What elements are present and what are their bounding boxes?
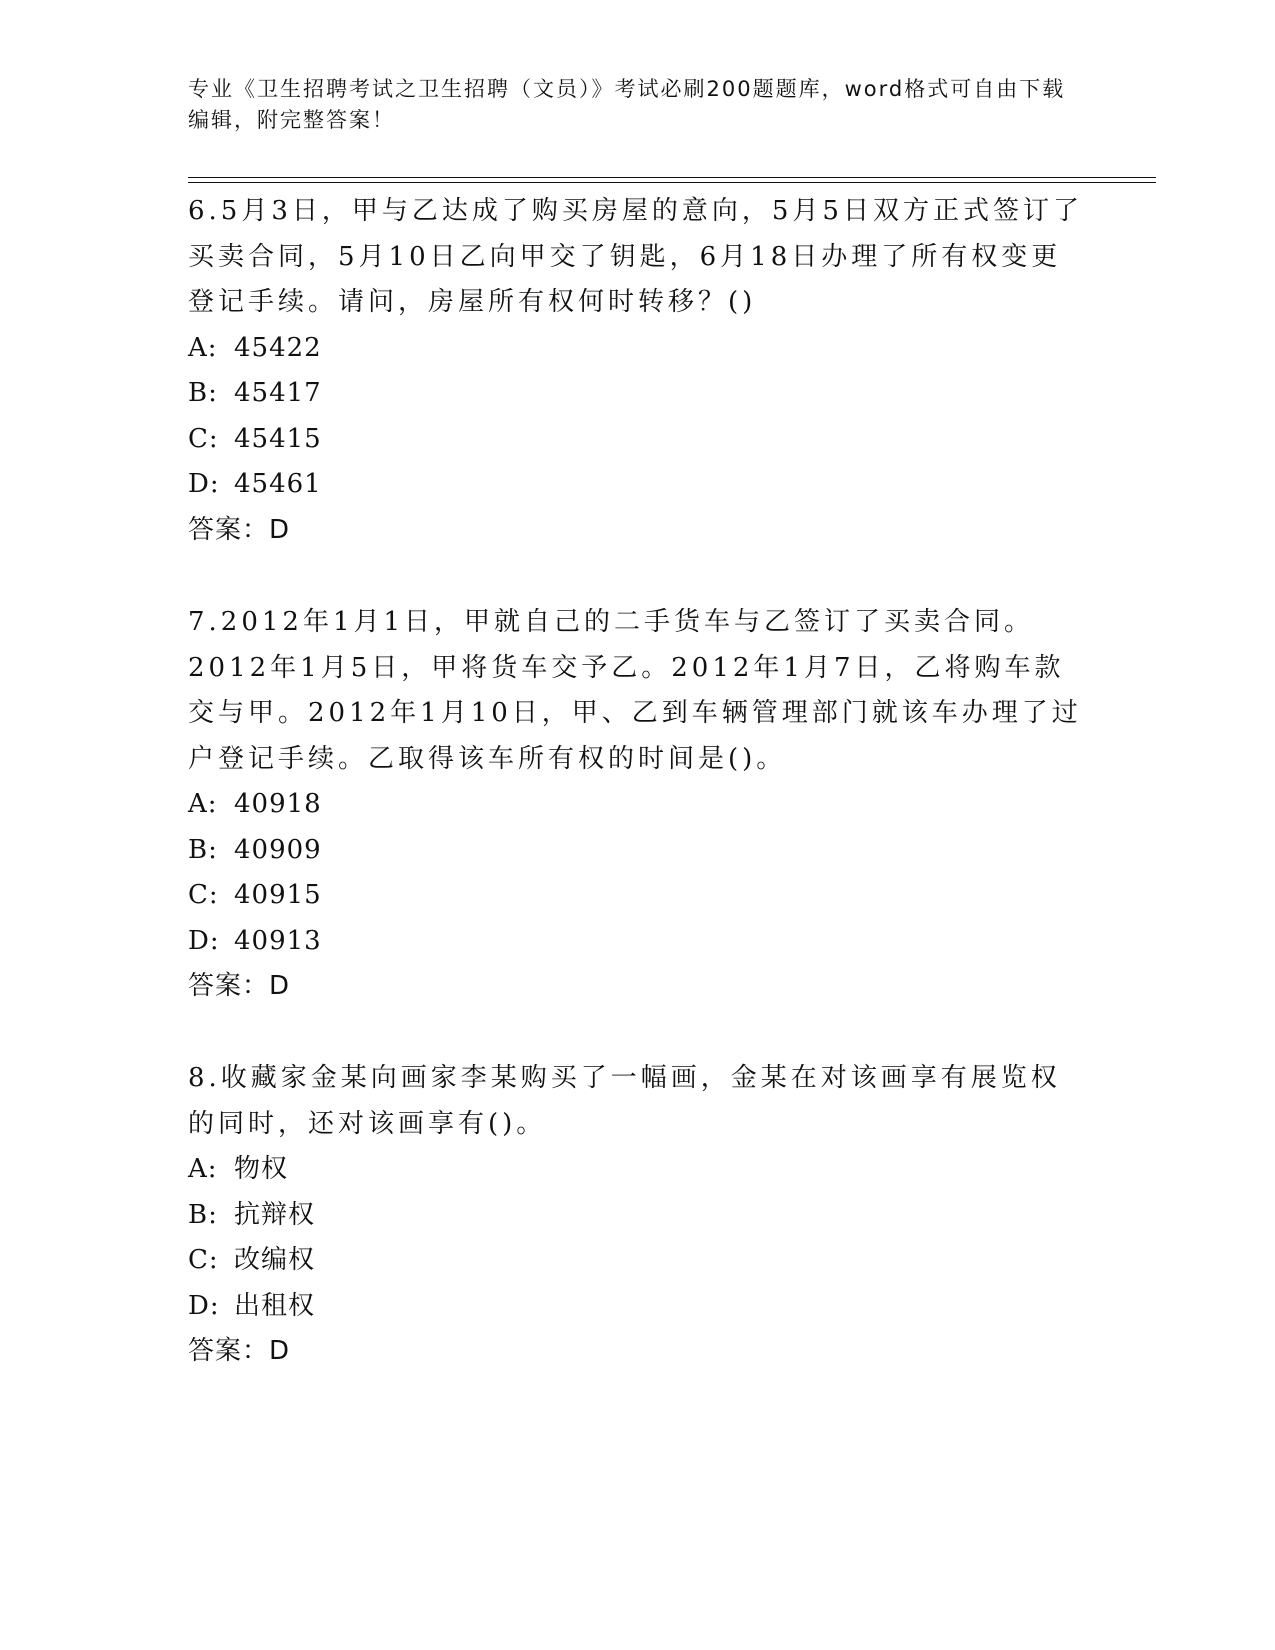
option-value: 改编权 bbox=[234, 1245, 316, 1275]
option-key: A: bbox=[188, 789, 218, 819]
option-key: D: bbox=[188, 1290, 220, 1321]
option-key: B: bbox=[188, 1199, 218, 1230]
option-value: 45415 bbox=[234, 423, 322, 454]
option-c bbox=[188, 1238, 1088, 1284]
header-divider-bottom bbox=[188, 182, 1156, 183]
option-d bbox=[188, 1284, 1088, 1330]
answer: 答案：D bbox=[188, 971, 291, 1001]
option-value: 40909 bbox=[234, 834, 322, 865]
question-text: 7.2012年1月1日，甲就自己的二手货车与乙签订了买卖合同。2012年1月5日，甲将货车交予乙。2012年1月7日，乙将购车款交与甲。2012年1月10日，甲、乙到车辆管理部门就该车办理了过户登记手续。乙取得该车所有权的时间是()。 bbox=[188, 607, 1082, 774]
question-8 bbox=[188, 1056, 1088, 1375]
question-7 bbox=[188, 600, 1088, 1010]
option-d bbox=[188, 462, 1088, 508]
option-value: 45461 bbox=[234, 469, 322, 499]
question-text: 6.5月3日，甲与乙达成了购买房屋的意向，5月5日双方正式签订了买卖合同，5月10日乙向甲交了钥匙，6月18日办理了所有权变更登记手续。请问，房屋所有权何时转移？() bbox=[188, 196, 1083, 317]
option-key: A: bbox=[188, 332, 218, 363]
option-key: B: bbox=[188, 378, 218, 408]
option-key: C: bbox=[188, 423, 219, 454]
header-divider-top bbox=[188, 177, 1156, 178]
option-value: 40913 bbox=[234, 925, 322, 956]
option-value: 40915 bbox=[234, 880, 322, 910]
answer: 答案：D bbox=[188, 1336, 291, 1366]
option-key: D: bbox=[188, 469, 220, 499]
option-value: 45422 bbox=[234, 332, 322, 363]
answer: 答案：D bbox=[188, 514, 291, 545]
question-text: 8.收藏家金某向画家李某购买了一幅画，金某在对该画享有展览权的同时，还对该画享有()。 bbox=[188, 1063, 1061, 1139]
option-b bbox=[188, 828, 1088, 874]
option-value: 40918 bbox=[234, 789, 322, 819]
option-key: D: bbox=[188, 925, 220, 956]
option-key: B: bbox=[188, 834, 218, 865]
option-c bbox=[188, 873, 1088, 919]
option-d bbox=[188, 919, 1088, 965]
option-value: 物权 bbox=[234, 1154, 289, 1184]
option-key: C: bbox=[188, 1245, 219, 1275]
option-c bbox=[188, 417, 1088, 463]
option-b bbox=[188, 371, 1088, 417]
option-key: C: bbox=[188, 880, 219, 910]
document-header: 专业《卫生招聘考试之卫生招聘（文员）》考试必刷200题题库，word格式可自由下载编辑，附完整答案！ bbox=[188, 77, 1066, 132]
option-value: 45417 bbox=[234, 378, 322, 408]
option-key: A: bbox=[188, 1154, 218, 1184]
question-6 bbox=[188, 189, 1088, 553]
option-value: 出租权 bbox=[234, 1290, 316, 1321]
option-a bbox=[188, 782, 1088, 828]
option-b bbox=[188, 1193, 1088, 1239]
option-a bbox=[188, 1147, 1088, 1193]
option-value: 抗辩权 bbox=[234, 1199, 316, 1230]
option-a bbox=[188, 326, 1088, 372]
